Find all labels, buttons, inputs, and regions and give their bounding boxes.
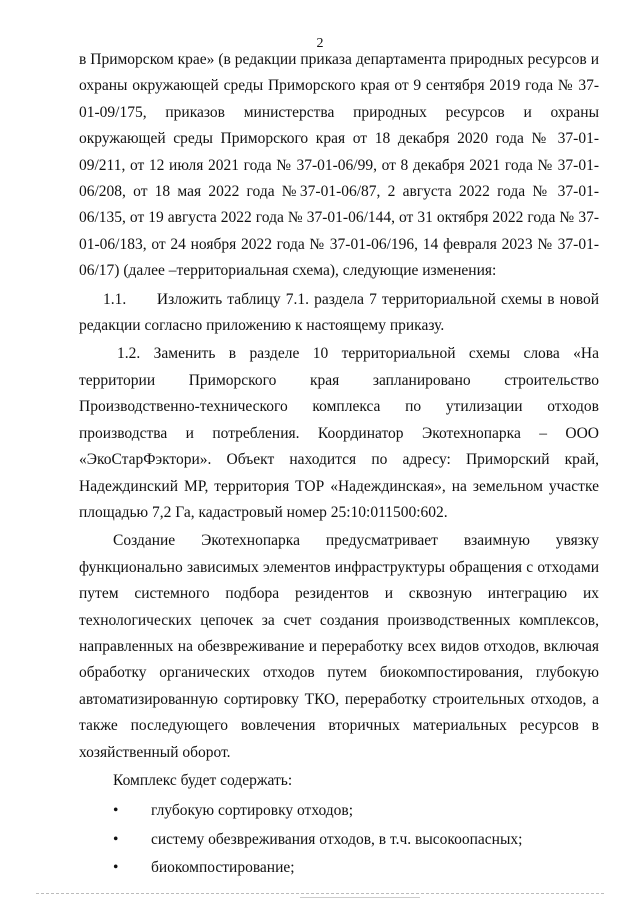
scan-edge-line <box>36 893 604 894</box>
list-item <box>79 798 599 824</box>
document-body <box>79 47 599 884</box>
paragraph-ecotechnopark: Создание Экотехнопарка предусматривает взаимную увязку функционально зависимых элементов инфраструктуры обращения с отходами путем системного подбора резидентов и сквозную интеграцию их технологических цепочек за счет создания производственных комплексов, направленных на обезвреживание и переработку всех видов отходов, включая обработку органических отходов путем биокомпостирования, глубокую автоматизированную сортировку ТКО, переработку строительных отходов, а также последующего вовлечения вторичных материальных ресурсов в хозяйственный оборот. <box>79 532 599 761</box>
bullet-icon: • <box>113 859 119 877</box>
page-number: 2 <box>316 36 324 51</box>
list-item <box>79 855 599 881</box>
paragraph-item-1-1: 1.1. Изложить таблицу 7.1. раздела 7 территориальной схемы в новой редакции согласно приложению к настоящему приказу. <box>79 290 599 335</box>
paragraph-item-1-2: 1.2. Заменить в разделе 10 территориальной схемы слова «На территории Приморского края запланировано строительство Производственно-технического комплекса по утилизации отходов производства и потребления. Координатор Экотехнопарка – ООО «ЭкоСтарФэктори». Объект находится по адресу: Приморский край, Надеждинский МР, территория ТОР «Надеждинская», на земельном участке площадью 7,2 Га, кадастровый номер 25:10:011500:602. <box>79 345 599 521</box>
paragraph-intro-continuation: в Приморском крае» (в редакции приказа департамента природных ресурсов и охраны окружающей среды Приморского края от 9 сентября 2019 года № 37-01-09/175, приказов министерства природных ресурсов и охраны окружающей среды Приморского края от 18 декабря 2020 года № 37-01-09/211, от 12 июля 2021 года № 37-01-06/99, от 8 декабря 2021 года № 37-01-06/208, от 18 мая 2022 года №37-01-06/87, 2 августа 2022 года № 37-01-06/135, от 19 августа 2022 года № 37-01-06/144, от 31 октября 2022 года № 37-01-06/183, от 24 ноября 2022 года № 37-01-06/196, 14 февраля 2023 № 37-01-06/17) (далее –территориальная схема), следующие изменения: <box>79 51 599 280</box>
list-item-text: глубокую сортировку отходов; <box>151 802 354 820</box>
bullet-list <box>79 798 599 881</box>
list-item <box>79 827 599 853</box>
list-item-text: систему обезвреживания отходов, в т.ч. высокоопасных; <box>151 830 523 848</box>
list-item-text: биокомпостирование; <box>151 859 295 877</box>
bullet-icon: • <box>113 830 119 848</box>
scan-edge-mark <box>300 897 420 898</box>
paragraph-complex-contents: Комплекс будет содержать: <box>113 771 293 789</box>
bullet-icon: • <box>113 802 119 820</box>
